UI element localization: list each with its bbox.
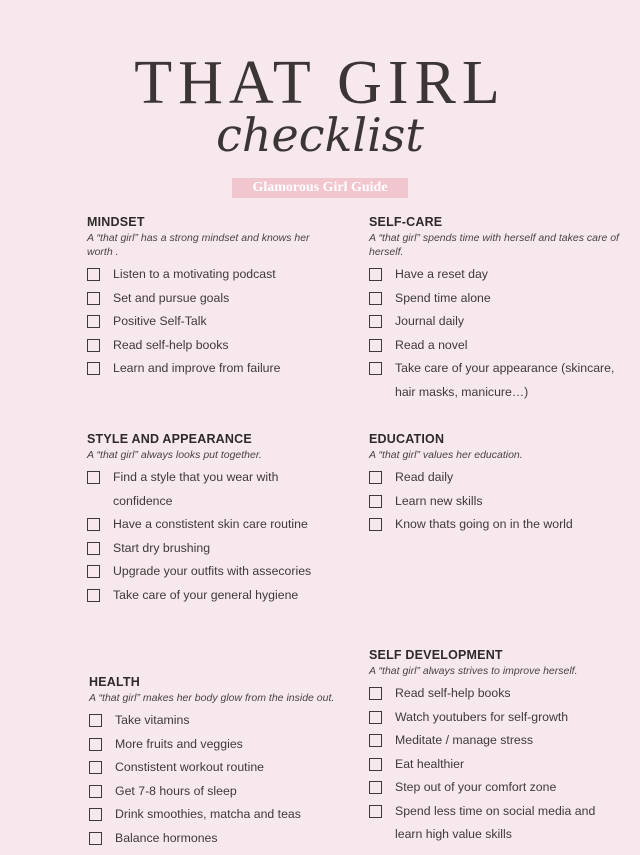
checkbox[interactable] [87,518,100,531]
checkbox[interactable] [87,589,100,602]
checklist-item[interactable] [87,560,315,584]
checklist-item[interactable] [87,584,315,608]
checklist-item[interactable] [89,756,359,780]
checkbox[interactable] [369,518,382,531]
item-label: Step out of your comfort zone [395,780,557,794]
checkbox[interactable] [89,785,102,798]
checkbox[interactable] [89,761,102,774]
checkbox[interactable] [87,471,100,484]
item-label: Drink smoothies, matcha and teas [115,807,301,821]
section-mindset [87,213,337,381]
checkbox[interactable] [369,734,382,747]
item-label: Upgrade your outfits with assecories [113,564,312,578]
checkbox[interactable] [369,315,382,328]
checklist-item[interactable] [369,729,614,753]
checkbox[interactable] [369,471,382,484]
section-title: EDUCATION [369,432,445,446]
checkbox[interactable] [87,565,100,578]
section-title: SELF DEVELOPMENT [369,648,503,662]
checklist-item[interactable] [89,709,359,733]
section-description: A “that girl” values her education. [369,449,523,461]
checkbox[interactable] [369,292,382,305]
item-label: Set and pursue goals [113,290,230,305]
section-style-appearance [87,430,315,607]
item-label: Read self-help books [395,686,511,700]
checklist-item[interactable] [369,287,619,311]
section-title: STYLE AND APPEARANCE [87,432,252,446]
item-label: Have a constistent skin care routine [113,517,308,531]
section-description: A “that girl” spends time with herself and takes care of herself. [369,232,619,258]
item-label: Get 7-8 hours of sleep [115,783,237,798]
item-label: Watch youtubers for self-growth [395,709,569,724]
checklist-item[interactable] [369,706,614,730]
checkbox[interactable] [87,339,100,352]
checkbox[interactable] [369,781,382,794]
checklist-item[interactable] [369,513,619,537]
item-label: Read self-help books [113,337,229,352]
checklist-item[interactable] [89,780,359,804]
checkbox[interactable] [87,268,100,281]
item-label: Learn and improve from failure [113,361,281,375]
item-label: More fruits and veggies [115,736,243,751]
checklist-item[interactable] [369,334,619,358]
item-label: Spend time alone [395,290,491,305]
page-subtitle: checklist [216,108,424,162]
page-title: THAT GIRL [134,49,506,117]
section-self-care [369,213,619,404]
checkbox[interactable] [369,805,382,818]
section-description: A “that girl” makes her body glow from the inside out. [89,692,335,704]
checklist-item[interactable] [369,357,619,404]
item-label: Journal daily [395,314,465,328]
checklist-item[interactable] [87,287,337,311]
section-description: A “that girl” always strives to improve herself. [369,665,578,677]
checkbox[interactable] [87,292,100,305]
checkbox[interactable] [89,714,102,727]
checklist-item[interactable] [87,537,315,561]
item-label: Positive Self-Talk [113,314,207,328]
checklist-item[interactable] [89,827,359,851]
checklist-item[interactable] [369,682,614,706]
section-title: MINDSET [87,215,145,229]
item-label: Listen to a motivating podcast [113,267,276,281]
checkbox[interactable] [369,362,382,375]
item-label: Balance hormones [115,830,218,845]
item-label: Constistent workout routine [115,760,265,774]
checklist-item[interactable] [369,263,619,287]
section-health [89,673,359,850]
item-label: Spend less time on social media and learn high value skills [395,803,596,841]
item-label: Take vitamins [115,713,190,727]
checkbox[interactable] [369,758,382,771]
checkbox[interactable] [87,362,100,375]
item-label: Take care of your general hygiene [113,587,299,602]
item-label: Read a novel [395,337,468,352]
checklist-item[interactable] [369,310,619,334]
checkbox[interactable] [369,711,382,724]
item-label: Learn new skills [395,493,483,508]
checkbox[interactable] [369,495,382,508]
checkbox[interactable] [369,268,382,281]
checklist-item[interactable] [87,357,337,381]
checklist-item[interactable] [369,490,619,514]
checklist-item[interactable] [369,776,614,800]
checklist-item[interactable] [369,753,614,777]
checklist-item[interactable] [87,263,337,287]
item-label: Read daily [395,470,454,484]
checklist-item[interactable] [87,310,337,334]
section-education [369,430,619,537]
section-title: HEALTH [89,675,140,689]
brand-label: Glamorous Girl Guide [232,178,408,198]
checkbox[interactable] [89,832,102,845]
section-title: SELF-CARE [369,215,443,229]
checkbox[interactable] [87,542,100,555]
checklist-item[interactable] [87,513,315,537]
item-label: Find a style that you wear with confidence [113,470,279,508]
checklist-item[interactable] [89,803,359,827]
item-label: Take care of your appearance (skincare, hair masks, manicure…) [395,361,615,399]
checkbox[interactable] [89,738,102,751]
section-description: A “that girl” always looks put together. [87,449,262,461]
section-description: A “that girl” has a strong mindset and knows her worth . [87,232,310,258]
item-label: Meditate / manage stress [395,733,534,747]
checkbox[interactable] [89,808,102,821]
item-label: Know thats going on in the world [395,517,573,531]
checklist-item[interactable] [87,466,315,513]
checklist-item[interactable] [89,733,359,757]
item-label: Have a reset day [395,267,488,281]
checklist-item[interactable] [369,466,619,490]
checklist-item[interactable] [369,800,614,847]
checkbox[interactable] [369,339,382,352]
checkbox[interactable] [369,687,382,700]
checklist-item[interactable] [87,334,337,358]
item-label: Eat healthier [395,756,465,771]
checkbox[interactable] [87,315,100,328]
section-self-development [369,646,614,847]
item-label: Start dry brushing [113,540,211,555]
